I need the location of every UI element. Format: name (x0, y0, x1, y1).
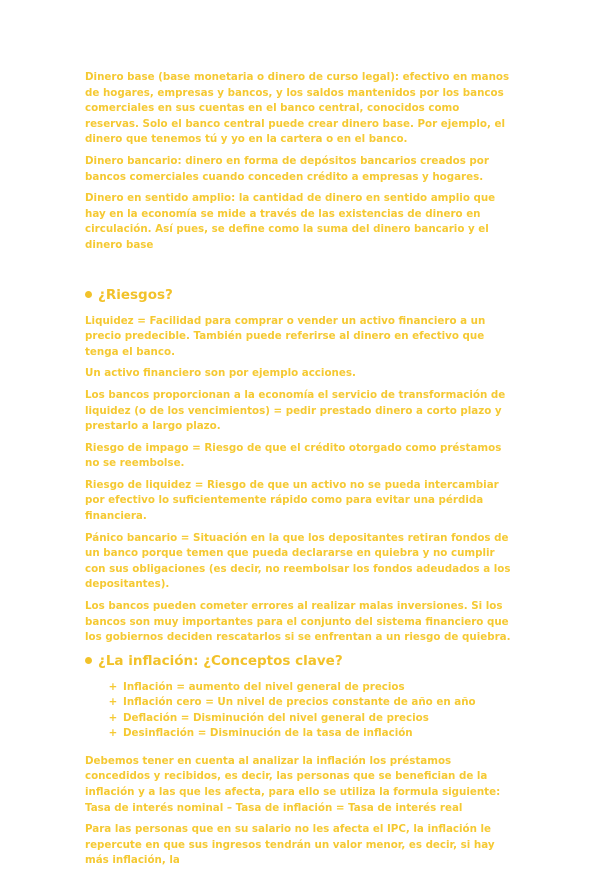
list-item-text: Desinflación = Disminución de la tasa de inflación (123, 727, 413, 740)
heading-riesgos-text: ¿Riesgos? (98, 286, 173, 303)
paragraph-tasa-interes: Debemos tener en cuenta al analizar la inflación los préstamos concedidos y recibidos, es decir, las personas que se benefician de la inflación y a las que les afecta, para ello se utiliza la formula siguiente: Tasa de interés nominal – Tasa de inflación = Tasa de interés real (85, 754, 501, 814)
list-item-text: Deflación = Disminución del nivel general de precios (123, 711, 429, 724)
heading-inflacion-text: ¿La inflación: ¿Conceptos clave? (98, 652, 343, 669)
paragraph-riesgo-liquidez: Riesgo de liquidez = Riesgo de que un activo no se pueda intercambiar por efectivo lo suficientemente rápido como para evitar una pérdida financiera. (85, 478, 499, 523)
paragraph-panico-bancario: Pánico bancario = Situación en la que los depositantes retiran fondos de un banco porque temen que pueda declararse en quiebra y no cumplir con sus obligaciones (es decir, no reembolsar los fondos adeudados a los depositantes). (85, 531, 511, 591)
list-item (105, 695, 511, 711)
plus-icon: + (108, 696, 118, 709)
paragraph-transformacion-liquidez: Los bancos proporcionan a la economía el servicio de transformación de liquidez (o de los vencimientos) = pedir prestado dinero a corto plazo y prestarlo a largo plazo. (85, 388, 506, 433)
inflacion-concepts-list (105, 680, 511, 742)
paragraph-riesgo-impago: Riesgo de impago = Riesgo de que el crédito otorgado como préstamos no se reembolse. (85, 441, 502, 470)
paragraph-dinero-base: Dinero base (base monetaria o dinero de curso legal): efectivo en manos de hogares, empresas y bancos, y los saldos mantenidos por los bancos comerciales en sus cuentas en el banco central, conocidos como reservas. Solo el banco central puede crear dinero base. Por ejemplo, el dinero que tenemos tú y yo en la cartera o en el banco. (85, 71, 510, 146)
list-item-text: Inflación cero = Un nivel de precios constante de año en año (123, 696, 476, 709)
paragraph-errores-bancos: Los bancos pueden cometer errores al realizar malas inversiones. Si los bancos son muy importantes para el conjunto del sistema financiero que los gobiernos deciden rescatarlos si se enfrentan a un riesgo de quiebra. (85, 600, 511, 644)
list-item (105, 711, 511, 727)
document-page (85, 70, 511, 875)
bullet-icon (85, 657, 92, 664)
section-spacer (85, 260, 511, 286)
plus-icon: + (108, 711, 118, 724)
bullet-icon (85, 291, 92, 298)
paragraph-dinero-amplio: Dinero en sentido amplio: la cantidad de dinero en sentido amplio que hay en la economía se mide a través de las existencias de dinero en circulación. Así pues, se define como la suma del dinero bancario y el dinero base (85, 192, 496, 251)
heading-inflacion (85, 652, 511, 670)
list-item (105, 680, 511, 696)
plus-icon: + (108, 727, 118, 740)
plus-icon: + (108, 680, 118, 693)
paragraph-activo-financiero: Un activo financiero son por ejemplo acciones. (85, 367, 356, 380)
paragraph-dinero-bancario: Dinero bancario: dinero en forma de depósitos bancarios creados por bancos comerciales cuando conceden crédito a empresas y hogares. (85, 154, 489, 183)
paragraph-ipc: Para las personas que en su salario no les afecta el IPC, la inflación le repercute en que sus ingresos tendrán un valor menor, es decir, si hay más inflación, la (85, 823, 495, 867)
list-item-text: Inflación = aumento del nivel general de precios (123, 680, 405, 693)
paragraph-liquidez: Liquidez = Facilidad para comprar o vender un activo financiero a un precio predecible. También puede referirse al dinero en efectivo que tenga el banco. (85, 314, 486, 358)
heading-riesgos (85, 286, 511, 304)
list-item (105, 726, 511, 742)
